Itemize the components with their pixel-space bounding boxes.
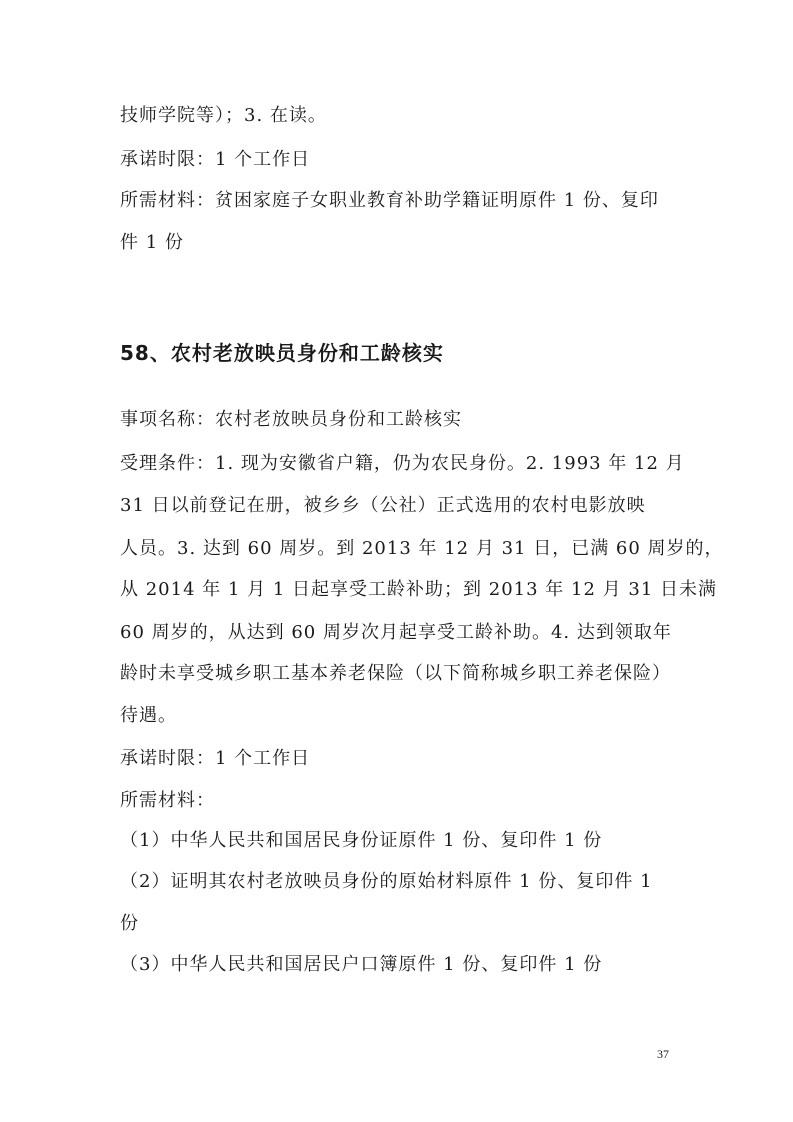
conditions-line-5: 60 周岁的，从达到 60 周岁次月起享受工龄补助。4. 达到领取年 bbox=[120, 622, 672, 643]
conditions-line-7: 待遇。 bbox=[120, 705, 177, 726]
materials-label: 所需材料： bbox=[120, 790, 215, 811]
page-number: 37 bbox=[657, 1047, 669, 1061]
conditions-line-3: 人员。3. 达到 60 周岁。到 2013 年 12 月 31 日，已满 60 周岁的， bbox=[120, 538, 724, 559]
material-item-1: （1）中华人民共和国居民身份证原件 1 份、复印件 1 份 bbox=[120, 830, 603, 851]
conditions-line-4: 从 2014 年 1 月 1 日起享受工龄补助；到 2013 年 12 月 31 日未满 bbox=[120, 579, 717, 600]
material-item-2-continued: 份 bbox=[120, 913, 139, 934]
conditions-line-2: 31 日以前登记在册，被乡乡（公社）正式选用的农村电影放映 bbox=[120, 495, 646, 516]
item-name: 事项名称：农村老放映员身份和工龄核实 bbox=[120, 409, 462, 430]
material-item-3: （3）中华人民共和国居民户口簿原件 1 份、复印件 1 份 bbox=[120, 954, 603, 975]
previous-time-limit: 承诺时限：1 个工作日 bbox=[120, 149, 311, 170]
previous-materials-line-2: 件 1 份 bbox=[120, 232, 184, 253]
section-heading: 58、农村老放映员身份和工龄核实 bbox=[120, 341, 444, 365]
conditions-line-1: 受理条件：1. 现为安徽省户籍，仍为农民身份。2. 1993 年 12 月 bbox=[120, 453, 685, 474]
previous-conditions-tail: 技师学院等）；3. 在读。 bbox=[120, 105, 327, 126]
time-limit: 承诺时限：1 个工作日 bbox=[120, 748, 311, 769]
previous-materials-line-1: 所需材料：贫困家庭子女职业教育补助学籍证明原件 1 份、复印 bbox=[120, 190, 659, 211]
material-item-2: （2）证明其农村老放映员身份的原始材料原件 1 份、复印件 1 bbox=[120, 871, 653, 892]
conditions-line-6: 龄时未享受城乡职工基本养老保险（以下简称城乡职工养老保险） bbox=[120, 663, 671, 684]
